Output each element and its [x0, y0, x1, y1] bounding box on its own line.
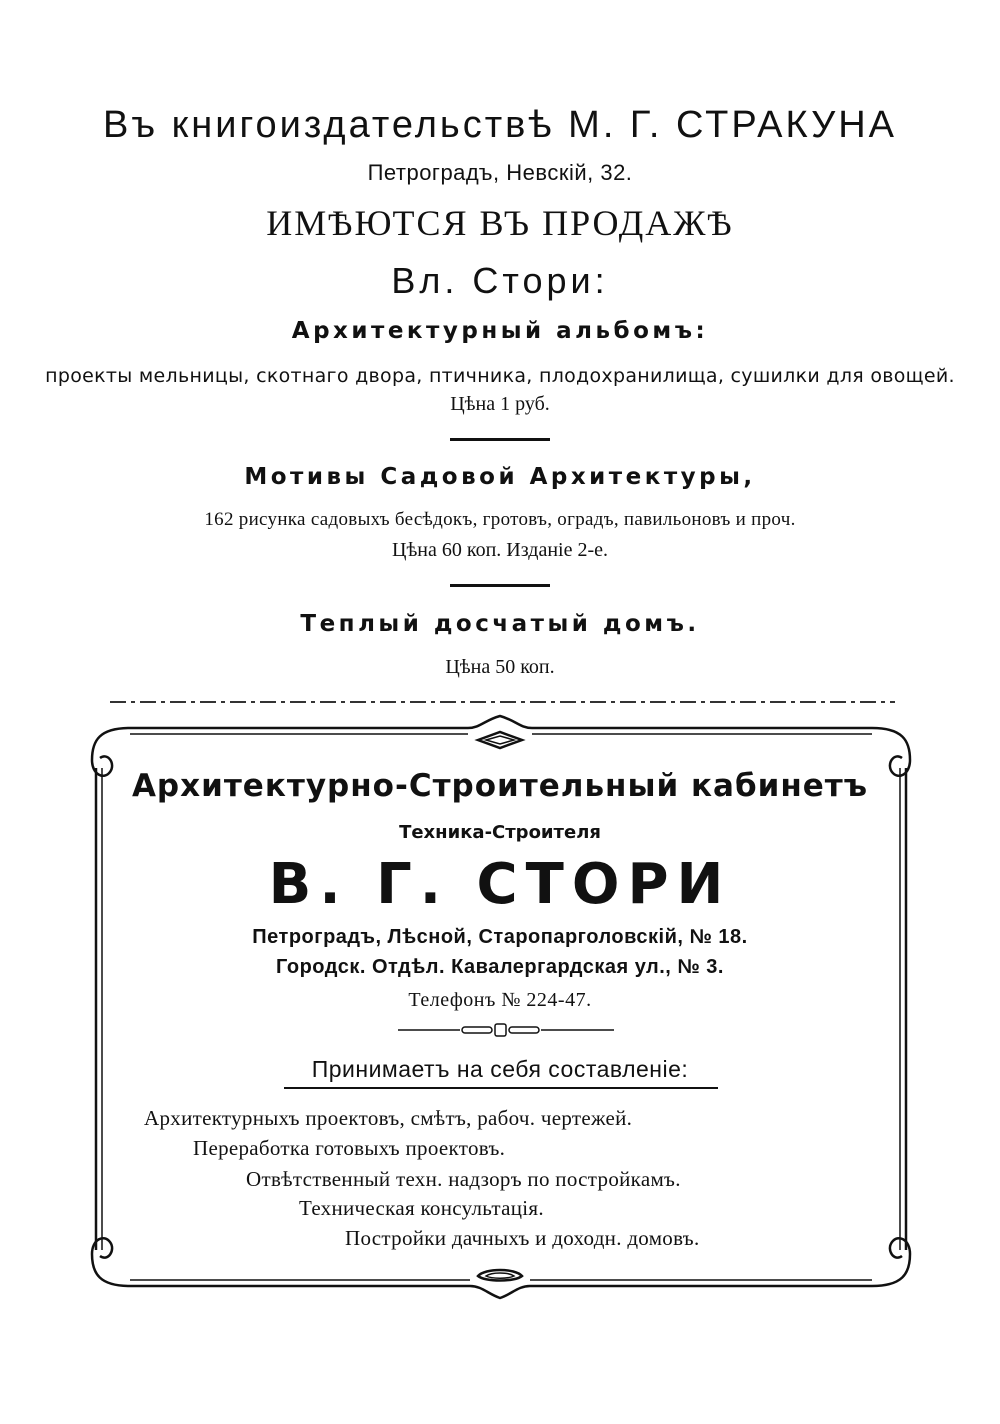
author-name: Вл. Стори:	[391, 260, 609, 301]
book-price: Цѣна 1 руб.	[450, 393, 550, 415]
cabinet-subtitle: Техника-Строителя	[399, 822, 601, 843]
service-item: Техническая консультація.	[299, 1196, 544, 1220]
book-title: Архитектурный альбомъ:	[291, 318, 709, 344]
divider	[450, 438, 550, 441]
book-description: проекты мельницы, скотнаго двора, птичника, плодохранилища, сушилки для овощей.	[45, 365, 955, 387]
services-heading-underline	[284, 1087, 718, 1089]
cabinet-owner-name: В. Г. СТОРИ	[268, 852, 732, 917]
book-title: Мотивы Садовой Архитектуры,	[244, 464, 756, 490]
cabinet-address-line: Петроградъ, Лѣсной, Старопарголовскій, № 18.	[252, 926, 748, 948]
services-heading: Принимаетъ на себя составленіе:	[311, 1056, 689, 1082]
book-price: Цѣна 60 коп. Изданіе 2-е.	[392, 539, 608, 561]
service-item: Отвѣтственный техн. надзоръ по постройкамъ.	[246, 1167, 681, 1191]
ornament-rule	[398, 1024, 614, 1036]
cabinet-title: Архитектурно-Строительный кабинетъ	[131, 768, 869, 804]
book-price: Цѣна 50 коп.	[445, 656, 555, 678]
publisher-heading: Въ книгоиздательствѣ М. Г. СТРАКУНА	[102, 104, 898, 146]
service-item: Архитектурныхъ проектовъ, смѣтъ, рабоч. чертежей.	[144, 1106, 633, 1130]
cabinet-address-line: Городск. Отдѣл. Кавалергардская ул., № 3.	[276, 956, 724, 978]
service-item: Переработка готовыхъ проектовъ.	[193, 1136, 506, 1160]
book-description: 162 рисунка садовыхъ бесѣдокъ, гротовъ, оградъ, павильоновъ и проч.	[204, 509, 796, 530]
on-sale-heading: ИМѢЮТСЯ ВЪ ПРОДАЖѢ	[266, 203, 734, 243]
cabinet-phone: Телефонъ № 224-47.	[408, 989, 592, 1011]
service-item: Постройки дачныхъ и доходн. домовъ.	[345, 1226, 700, 1250]
book-title: Теплый досчатый домъ.	[300, 611, 700, 637]
publisher-address: Петроградъ, Невскій, 32.	[367, 160, 633, 185]
divider	[450, 584, 550, 587]
